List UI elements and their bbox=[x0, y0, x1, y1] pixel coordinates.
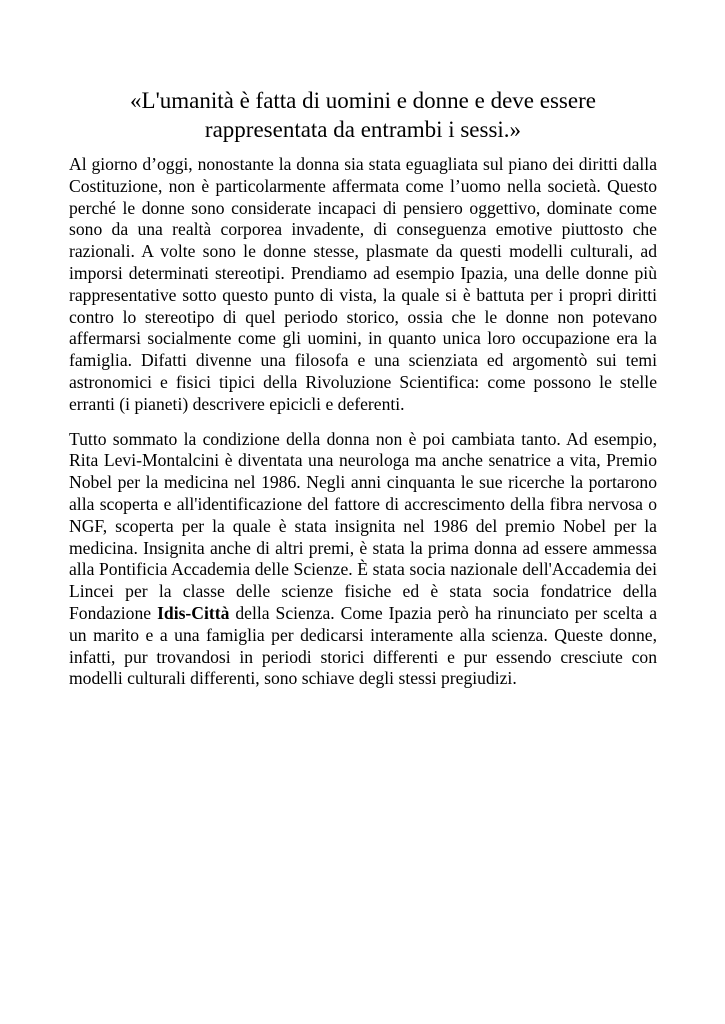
paragraph-2 bbox=[69, 429, 657, 691]
paragraph-1: Al giorno d’oggi, nonostante la donna sia stata eguagliata sul piano dei diritti dalla Costituzione, non è particolarmente affermata come l’uomo nella società. Questo perché le donne sono considerate incapaci di pensiero oggettivo, dominate come sono da una realtà corporea invadente, di conseguenza emotive piuttosto che razionali. A volte sono le donne stesse, plasmate da questi modelli culturali, ad imporsi determinati stereotipi. Prendiamo ad esempio Ipazia, una delle donne più rappresentative sotto questo punto di vista, la quale si è battuta per i propri diritti contro lo stereotipo di quel periodo storico, ossia che le donne non potevano affermarsi socialmente come gli uomini, in quanto unica loro occupazione era la famiglia. Difatti divenne una filosofa e una scienziata ed argomentò sui temi astronomici e fisici tipici della Rivoluzione Scientifica: come possono le stelle erranti (i pianeti) descrivere epicicli e deferenti. bbox=[69, 154, 657, 414]
document-title: «L'umanità è fatta di uomini e donne e deve essere rappresentata da entrambi i sessi.» bbox=[130, 88, 596, 142]
paragraph-2-text-end: della Scienza. Come Ipazia però ha rinunciato per scelta a un marito e a una famiglia per dedicarsi interamente alla scienza. Queste donne, infatti, pur trovandosi in periodi storici differenti e pur essendo cresciute con modelli culturali differenti, sono schiave degli stessi pregiudizi. bbox=[69, 602, 657, 689]
paragraph-2-bold-text: Idis-Città bbox=[157, 602, 230, 623]
document-page bbox=[69, 86, 657, 690]
paragraph-2-text-start: Tutto sommato la condizione della donna non è poi cambiata tanto. Ad esempio, Rita Levi-Montalcini è diventata una neurologa ma anche senatrice a vita, Premio Nobel per la medicina nel 1986. Negli anni cinquanta le sue ricerche la portarono alla scoperta e all'identificazione del fattore di accrescimento della fibra nervosa o NGF, scoperta per la quale è stata insignita nel 1986 del premio Nobel per la medicina. Insignita anche di altri premi, è stata la prima donna ad essere ammessa alla Pontificia Accademia delle Scienze. È stata socia nazionale dell'Accademia dei Lincei per la classe delle scienze fisiche ed è stata socia fondatrice della Fondazione bbox=[69, 428, 657, 623]
